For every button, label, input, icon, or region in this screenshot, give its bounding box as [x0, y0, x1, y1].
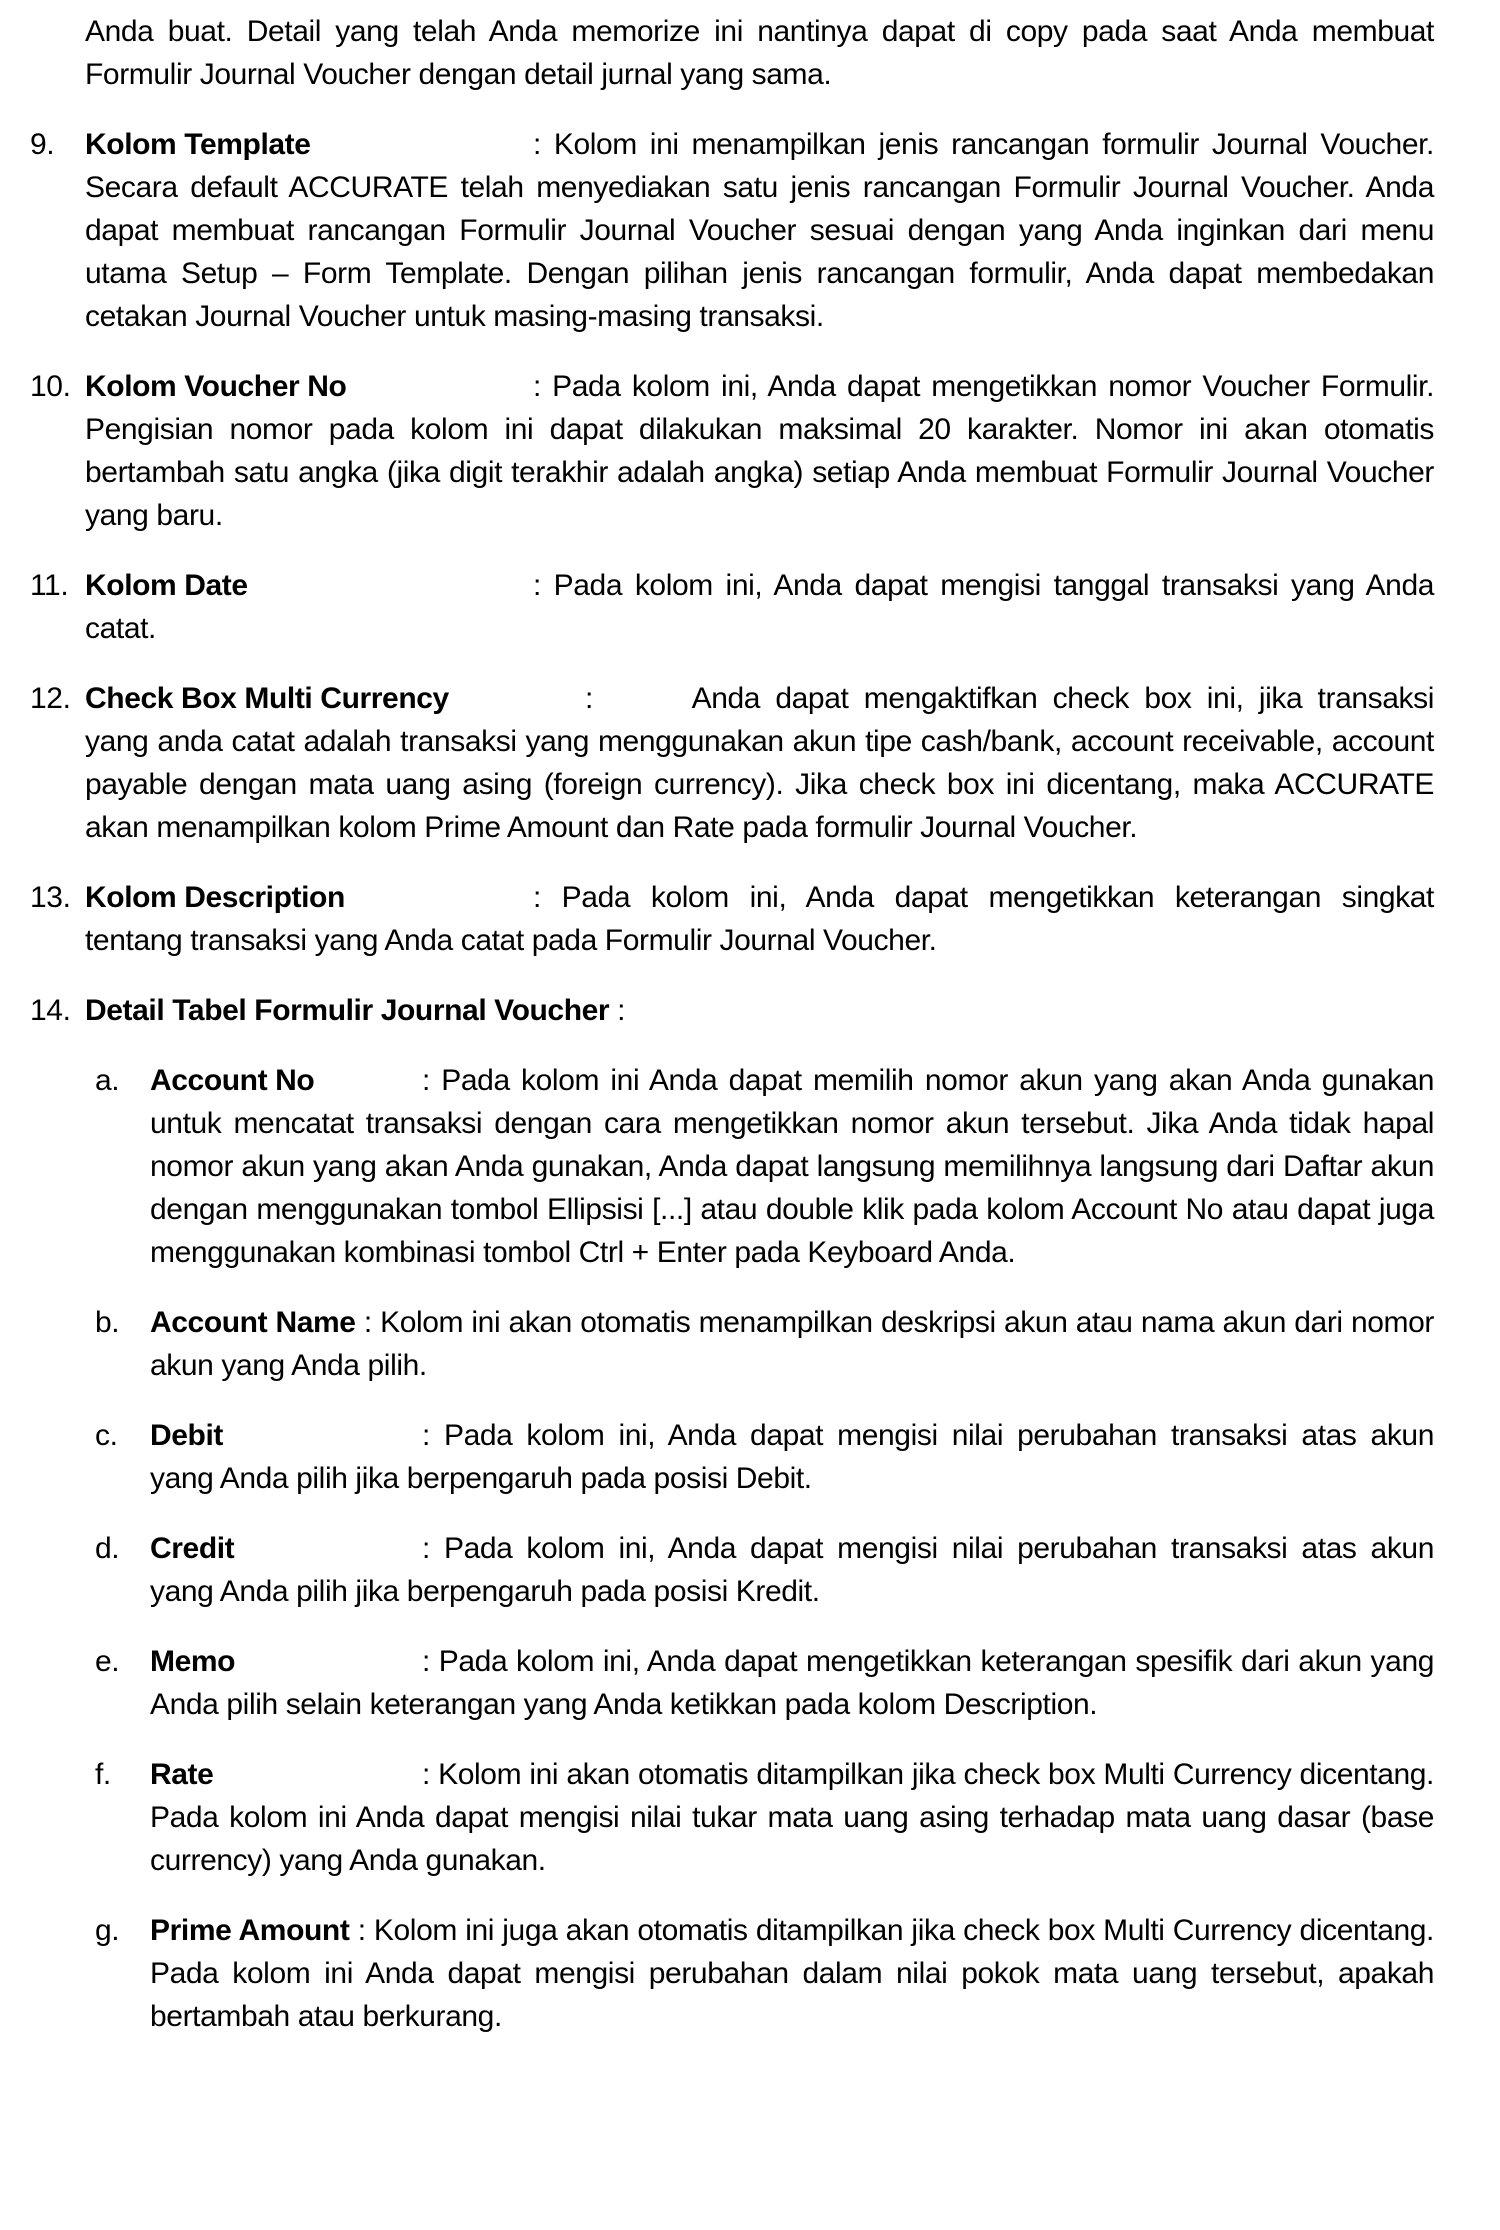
sub-item-description: Kolom ini juga akan otomatis ditampilkan jika check box Multi Currency dicentang. Pada kolom ini Anda dapat mengisi perubahan dalam nilai pokok mata uang tersebut, apakah bertambah atau berkurang. — [150, 1914, 1434, 2033]
sub-item-a — [95, 1059, 1435, 1274]
intro-paragraph: Anda buat. Detail yang telah Anda memorize ini nantinya dapat di copy pada saat Anda membuat Formulir Journal Voucher dengan detail jurnal yang sama. — [85, 15, 1434, 91]
list-item-12 — [30, 677, 1434, 849]
list-item-13 — [30, 876, 1434, 962]
sub-item-description: Pada kolom ini Anda dapat memilih nomor akun yang akan Anda gunakan untuk mencatat transaksi dengan cara mengetikkan nomor akun tersebut. Jika Anda tidak hapal nomor akun yang akan Anda gunakan, Anda dapat langsung memilihnya langsung dari Daftar akun dengan menggunakan tombol Ellipsisi [...] atau double klik pada kolom Account No atau dapat juga menggunakan kombinasi tombol Ctrl + Enter pada Keyboard Anda. — [150, 1064, 1435, 1269]
list-item-9 — [30, 123, 1434, 338]
sub-item-description: Pada kolom ini, Anda dapat mengisi nilai perubahan transaksi atas akun yang Anda pilih jika berpengaruh pada posisi Debit. — [150, 1419, 1434, 1495]
sub-item-description: Pada kolom ini, Anda dapat mengisi nilai perubahan transaksi atas akun yang Anda pilih jika berpengaruh pada posisi Kredit. — [150, 1532, 1434, 1608]
item-description: Pada kolom ini, Anda dapat mengetikkan keterangan singkat tentang transaksi yang Anda catat pada Formulir Journal Voucher. — [85, 881, 1434, 957]
sub-item-term: Credit — [150, 1532, 235, 1565]
sub-item-e — [95, 1640, 1435, 1726]
sub-item-c — [95, 1414, 1434, 1500]
item-number: 9. — [30, 128, 55, 161]
item-description: Pada kolom ini, Anda dapat mengetikkan nomor Voucher Formulir. Pengisian nomor pada kolom ini dapat dilakukan maksimal 20 karakter. Nomor ini akan otomatis bertambah satu angka (jika digit terakhir adalah angka) setiap Anda membuat Formulir Journal Voucher yang baru. — [85, 370, 1434, 532]
sub-item-g — [95, 1909, 1434, 2038]
item-term: Kolom Description — [85, 881, 345, 914]
sub-item-letter: a. — [95, 1064, 120, 1097]
sub-item-colon: : — [422, 1645, 430, 1678]
sub-item-term: Debit — [150, 1419, 224, 1452]
item-colon: : — [533, 370, 541, 403]
item-term: Kolom Template — [85, 128, 311, 161]
item-number: 11. — [30, 569, 69, 602]
sub-item-colon: : — [422, 1064, 430, 1097]
sub-item-description: Kolom ini akan otomatis ditampilkan jika check box Multi Currency dicentang. Pada kolom ini Anda dapat mengisi nilai tukar mata uang asing terhadap mata uang dasar (base currency) yang Anda gunakan. — [150, 1758, 1434, 1877]
sub-item-colon: : — [357, 1914, 366, 1947]
sub-item-colon: : — [422, 1419, 430, 1452]
item-colon: : — [533, 569, 541, 602]
sub-item-d — [95, 1527, 1434, 1613]
item-term: Kolom Voucher No — [85, 370, 347, 403]
sub-item-description: Pada kolom ini, Anda dapat mengetikkan keterangan spesifik dari akun yang Anda pilih selain keterangan yang Anda ketikkan pada kolom Description. — [150, 1645, 1435, 1721]
sub-item-colon: : — [363, 1306, 372, 1339]
sub-item-term: Rate — [150, 1758, 214, 1791]
sub-item-term: Account Name — [150, 1306, 356, 1339]
item-description: Kolom ini menampilkan jenis rancangan formulir Journal Voucher. Secara default ACCURATE telah menyediakan satu jenis rancangan Formulir Journal Voucher. Anda dapat membuat rancangan Formulir Journal Voucher sesuai dengan yang Anda inginkan dari menu utama Setup – Form Template. Dengan pilihan jenis rancangan formulir, Anda dapat membedakan cetakan Journal Voucher untuk masing-masing transaksi. — [85, 128, 1434, 333]
item-number: 10. — [30, 370, 71, 403]
item-colon: : — [617, 994, 626, 1027]
sub-item-term: Account No — [150, 1064, 315, 1097]
sub-item-description: Kolom ini akan otomatis menampilkan deskripsi akun atau nama akun dari nomor akun yang Anda pilih. — [150, 1306, 1434, 1382]
sub-item-term: Prime Amount — [150, 1914, 350, 1947]
list-item-11 — [30, 564, 1435, 650]
item-colon: : — [533, 128, 541, 161]
list-item-10 — [30, 365, 1434, 537]
list-item-14 — [30, 989, 1434, 1032]
item-description: Pada kolom ini, Anda dapat mengisi tanggal transaksi yang Anda catat. — [85, 569, 1435, 645]
sub-item-letter: f. — [95, 1758, 111, 1791]
sub-item-letter: b. — [95, 1306, 120, 1339]
item-term: Check Box Multi Currency — [85, 682, 449, 715]
sub-item-letter: e. — [95, 1645, 120, 1678]
sub-item-letter: c. — [95, 1419, 118, 1452]
sub-item-colon: : — [422, 1758, 430, 1791]
item-colon: : — [533, 881, 541, 914]
item-description: Anda dapat mengaktifkan check box ini, jika transaksi yang anda catat adalah transaksi yang menggunakan akun tipe cash/bank, account receivable, account payable dengan mata uang asing (foreign currency). Jika check box ini dicentang, maka ACCURATE akan menampilkan kolom Prime Amount dan Rate pada formulir Journal Voucher. — [85, 682, 1434, 844]
item-term: Detail Tabel Formulir Journal Voucher — [85, 994, 610, 1027]
item-number: 14. — [30, 994, 71, 1027]
item-term: Kolom Date — [85, 569, 248, 602]
sub-item-f — [95, 1753, 1434, 1882]
item-number: 13. — [30, 881, 71, 914]
sub-item-colon: : — [422, 1532, 430, 1565]
item-colon: : — [585, 682, 593, 715]
sub-item-letter: d. — [95, 1532, 120, 1565]
sub-item-b — [95, 1301, 1434, 1387]
item-number: 12. — [30, 682, 71, 715]
sub-item-letter: g. — [95, 1914, 120, 1947]
sub-item-term: Memo — [150, 1645, 236, 1678]
